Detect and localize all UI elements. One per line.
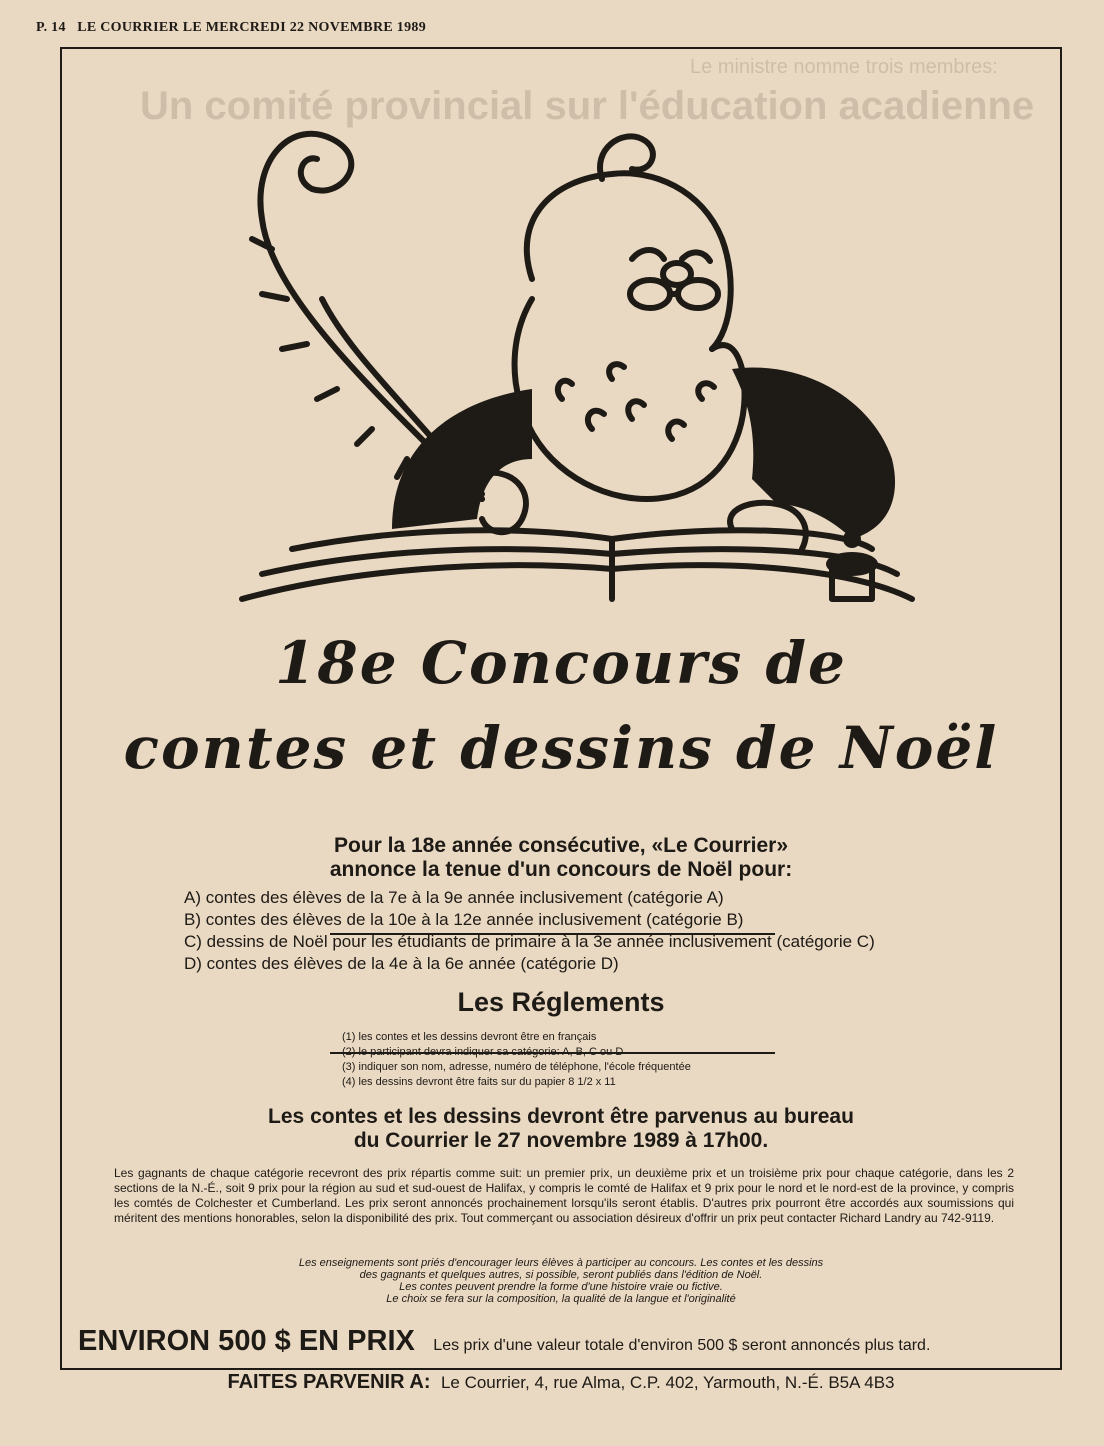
category-item: C) dessins de Noël pour les étudiants de primaire à la 3e année inclusivement (catégorie C) xyxy=(184,932,875,951)
teacher-note xyxy=(62,1257,1060,1305)
divider xyxy=(330,1052,775,1054)
prize-banner xyxy=(78,1325,930,1358)
contest-intro xyxy=(62,834,1060,882)
teacher-note-line: Les enseignements sont priés d'encourager leurs élèves à participer au concours. Les contes et les dessins xyxy=(298,1257,824,1269)
prize-headline: ENVIRON 500 $ EN PRIX xyxy=(78,1325,415,1357)
deadline-line-2: du Courrier le 27 novembre 1989 à 17h00. xyxy=(353,1129,769,1152)
category-item: B) contes des élèves de la 10e à la 12e année inclusivement (catégorie B) xyxy=(184,910,744,929)
intro-line-1: Pour la 18e année consécutive, «Le Courrier» xyxy=(333,834,789,857)
category-list xyxy=(184,887,875,975)
rule-item: (4) les dessins devront être faits sur du papier 8 1/2 x 11 xyxy=(342,1076,616,1088)
teacher-note-line: des gagnants et quelques autres, si possible, seront publiés dans l'édition de Noël. xyxy=(359,1269,763,1281)
newspaper-dateline: LE COURRIER LE MERCREDI 22 NOVEMBRE 1989 xyxy=(77,20,426,35)
teacher-note-line: Les contes peuvent prendre la forme d'une histoire vraie ou fictive. xyxy=(399,1281,723,1293)
contest-advertisement xyxy=(60,47,1062,1393)
rules-heading: Les Réglements xyxy=(457,987,665,1017)
category-item: A) contes des élèves de la 7e à la 9e année inclusivement (catégorie A) xyxy=(184,888,724,907)
rule-item: (1) les contes et les dessins devront être en français xyxy=(342,1031,597,1043)
deadline-notice xyxy=(62,1105,1060,1153)
send-to xyxy=(62,1371,1060,1394)
page-header xyxy=(36,20,426,36)
prize-subline: Les prix d'une valeur totale d'environ 500 $ seront annoncés plus tard. xyxy=(433,1337,931,1354)
rules-list xyxy=(342,1030,691,1090)
page-number: P. 14 xyxy=(36,20,66,35)
santa-writing-illustration xyxy=(232,99,922,609)
show-through-line-1: Le ministre nomme trois membres: xyxy=(690,56,998,78)
contest-title-line-1: 18e Concours de xyxy=(275,629,847,697)
divider xyxy=(330,933,775,935)
intro-line-2: annonce la tenue d'un concours de Noël pour: xyxy=(329,858,793,881)
show-through-line-2: Un comité provincial sur l'éducation acadienne xyxy=(140,84,1035,128)
rule-item: (2) le participant devra indiquer sa catégorie: A, B, C ou D xyxy=(342,1046,624,1058)
prizes-paragraph: Les gagnants de chaque catégorie recevront des prix répartis comme suit: un premier prix, un deuxième prix et un troisième prix pour chaque catégorie, dans les 2 sections de la N.-É., soit 9 prix pour la région au sud et sud-ouest de Halifax, y compris le comté de Halifax et 9 prix pour le nord et le nord-est de la province, y compris les comtés de Colchester et Cumberland. Les prix seront annoncés prochainement lorsqu'ils seront établis. D'autres prix pourront être accordés aux soumissions qui méritent des mentions honorables, selon la disponibilité des prix. Tout commerçant ou association désireux d'offrir un prix peut contacter Richard Landry au 742-9119. xyxy=(114,1166,1014,1225)
rule-item: (3) indiquer son nom, adresse, numéro de téléphone, l'école fréquentée xyxy=(342,1061,691,1073)
contest-title-line-2: contes et dessins de Noël xyxy=(123,714,999,782)
mailing-address: Le Courrier, 4, rue Alma, C.P. 402, Yarmouth, N.-É. B5A 4B3 xyxy=(440,1373,895,1392)
send-label: FAITES PARVENIR A: xyxy=(227,1371,431,1393)
category-item: D) contes des élèves de la 4e à la 6e année (catégorie D) xyxy=(184,954,619,973)
teacher-note-line: Le choix se fera sur la composition, la qualité de la langue et l'originalité xyxy=(386,1293,736,1305)
deadline-line-1: Les contes et les dessins devront être parvenus au bureau xyxy=(268,1105,854,1128)
